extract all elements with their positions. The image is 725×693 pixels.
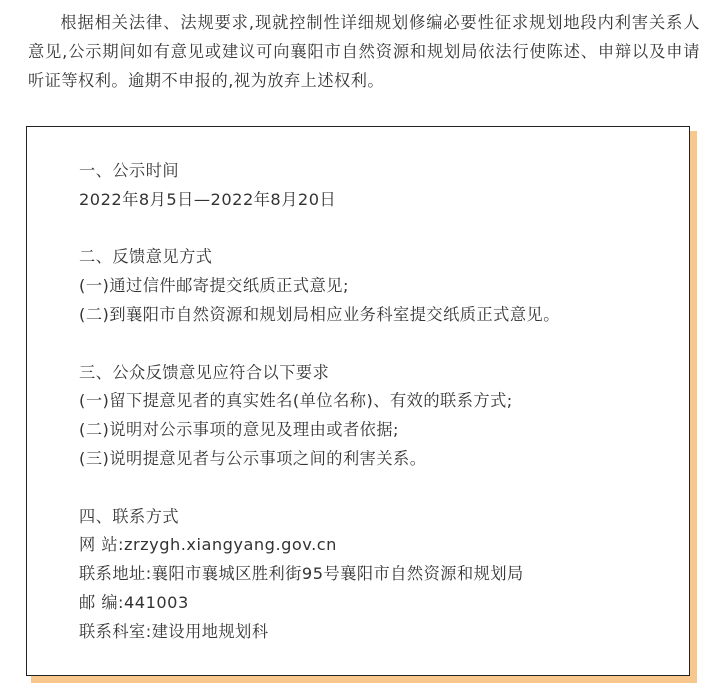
requirement-item: (二)说明对公示事项的意见及理由或者依据; [79,420,399,440]
section-feedback-requirements [79,359,679,474]
feedback-method-item: (二)到襄阳市自然资源和规划局相应业务科室提交纸质正式意见。 [79,304,560,324]
notice-box [26,126,690,676]
section-heading: 二、反馈意见方式 [79,247,213,267]
intro-paragraph: 根据相关法律、法规要求,现就控制性详细规划修编必要性征求规划地段内利害关系人意见,公示期间如有意见或建议可向襄阳市自然资源和规划局依法行使陈述、申辩以及申请听证等权利。逾期不申报的,视为放弃上述权利。 [28,13,700,90]
contact-website: 网 站:zrzygh.xiangyang.gov.cn [79,535,337,555]
contact-address: 联系地址:襄阳市襄城区胜利街95号襄阳市自然资源和规划局 [79,564,524,584]
section-heading: 四、联系方式 [79,506,180,526]
section-heading: 一、公示时间 [79,161,180,180]
notice-content [79,157,679,647]
contact-postcode: 邮 编:441003 [79,592,189,612]
section-heading: 三、公众反馈意见应符合以下要求 [79,362,330,382]
feedback-method-item: (一)通过信件邮寄提交纸质正式意见; [79,276,349,296]
requirement-item: (一)留下提意见者的真实姓名(单位名称)、有效的联系方式; [79,391,513,411]
contact-department: 联系科室:建设用地规划科 [79,621,269,641]
requirement-item: (三)说明提意见者与公示事项之间的利害关系。 [79,448,427,468]
section-contact [79,503,679,647]
publicity-period: 2022年8月5日—2022年8月20日 [79,189,337,209]
section-publicity-time [79,157,679,215]
section-feedback-method [79,243,679,329]
